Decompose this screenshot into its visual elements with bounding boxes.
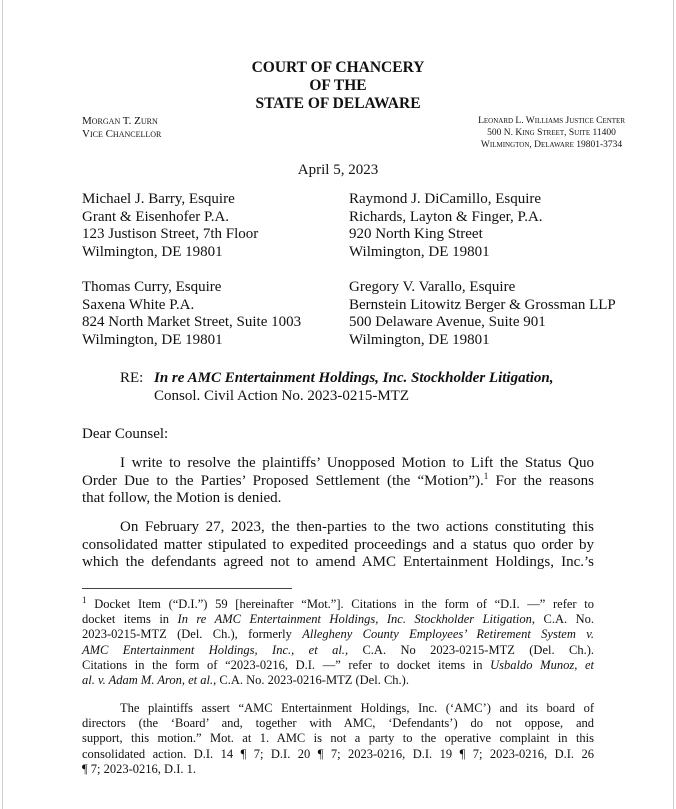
addressee-name: Raymond J. DiCamillo, Esquire [349,191,542,207]
court-street: 500 N. King Street, Suite 11400 [487,128,616,138]
case-caption: In re AMC Entertainment Holdings, Inc. Stockholder Litigation, [154,370,554,386]
footnote-line: 2023-0215-MTZ (Del. Ch.), formerly Allegheny County Employees’ Retirement System v. [82,627,594,642]
salutation: Dear Counsel: [82,426,169,442]
footnote-line: $^1$ Docket Item (“D.I.”) 59 [hereinafter “Mot.”]. Citations in the form of “D.I. —” refer to [82,594,594,611]
addressee-block [82,279,301,349]
addressee-block [82,191,258,261]
court-line-2: OF THE [309,77,367,94]
re-line [120,369,554,405]
paragraph-line: consolidated matter stipulated to expedited proceedings and a status quo order by [82,536,594,553]
judge-block [82,115,161,141]
footnote-line: directors (the ‘Board’ and, together with AMC, ‘Defendants’) do not oppose, and [82,716,594,731]
addressee-street: 920 North King Street [349,226,483,243]
addressee-firm: Grant & Eisenhofer P.A. [82,208,230,225]
court-heading [0,59,676,113]
footnote-line: consolidated action. D.I. 14 ¶ 7; D.I. 20 ¶ 7; 2023-0216, D.I. 19 ¶ 7; 2023-0216, D.I. 26 [82,746,594,761]
addressee-city: Wilmington, DE 19801 [349,243,490,260]
addressee-street: 500 Delaware Avenue, Suite 901 [349,314,546,331]
re-label: RE: [120,370,144,386]
judge-title: Vice Chancellor [82,128,162,140]
addressee-street: 824 North Market Street, Suite 1003 [82,314,302,331]
addressee-firm: Bernstein Litowitz Berger & Grossman LLP [349,296,616,313]
paragraph-line: that follow, the Motion is denied. [82,490,282,507]
body-paragraph-2 [82,519,594,572]
footnote-line: ¶ 7; 2023-0216, D.I. 1. [82,761,196,776]
court-address-block [478,115,625,151]
addressee-block [349,279,616,349]
footnote-1 [82,594,594,688]
addressee-street: 123 Justison Street, 7th Floor [82,226,259,243]
court-city: Wilmington, Delaware 19801-3734 [480,140,623,150]
court-line-3: STATE OF DELAWARE [255,95,421,112]
body-paragraph-1 [82,455,594,508]
paragraph-line: Order Due to the Parties’ Proposed Settlement (the “Motion”).$^1$ For the reasons [82,470,594,489]
addressee-name: Gregory V. Varallo, Esquire [349,279,516,295]
paragraph-line: which the defendants agreed not to amend AMC Entertainment Holdings, Inc.’s [82,554,594,571]
addressee-city: Wilmington, DE 19801 [82,331,223,348]
case-number: Consol. Civil Action No. 2023-0215-MTZ [154,388,409,404]
footnote-reference: 1 [483,470,489,481]
addressee-name: Thomas Curry, Esquire [82,279,222,295]
footnote-divider [82,588,292,589]
footnote-line: Citations in the form of “2023-0216, D.I. —” refer to docket items in Usbaldo Munoz, et [82,657,594,672]
paragraph-line: I write to resolve the plaintiffs’ Unopposed Motion to Lift the Status Quo [120,455,594,471]
addressee-firm: Saxena White P.A. [82,296,195,313]
addressee-city: Wilmington, DE 19801 [349,331,490,348]
footnote-line: AMC Entertainment Holdings, Inc., et al., C.A. No 2023-0215-MTZ (Del. Ch.). [82,642,594,657]
judge-name: Morgan T. Zurn [82,115,158,127]
court-line-1: COURT OF CHANCERY [251,59,425,76]
addressee-block [349,191,543,261]
addressee-city: Wilmington, DE 19801 [82,243,223,260]
footnote-number: 1 [82,594,87,605]
letter-date: April 5, 2023 [297,162,379,178]
footnote-line: The plaintiffs assert “AMC Entertainment Holdings, Inc. (‘AMC’) and its board of [120,701,594,715]
page-border-right [673,0,674,809]
page-border-left [2,0,3,809]
footnote-line: docket items in In re AMC Entertainment Holdings, Inc. Stockholder Litigation, C.A. No. [82,612,594,627]
addressee-name: Michael J. Barry, Esquire [82,191,235,207]
paragraph-line: On February 27, 2023, the then-parties to the two actions constituting this [120,519,594,535]
footnote-line: support, this motion.” Mot. at 1. AMC is not a party to the operative complaint in this [82,731,594,746]
footnote-line: al. v. Adam M. Aron, et al., C.A. No. 2023-0216-MTZ (Del. Ch.). [82,673,409,688]
footnote-2 [82,701,594,777]
court-building: Leonard L. Williams Justice Center [478,116,625,126]
addressee-firm: Richards, Layton & Finger, P.A. [349,208,543,225]
